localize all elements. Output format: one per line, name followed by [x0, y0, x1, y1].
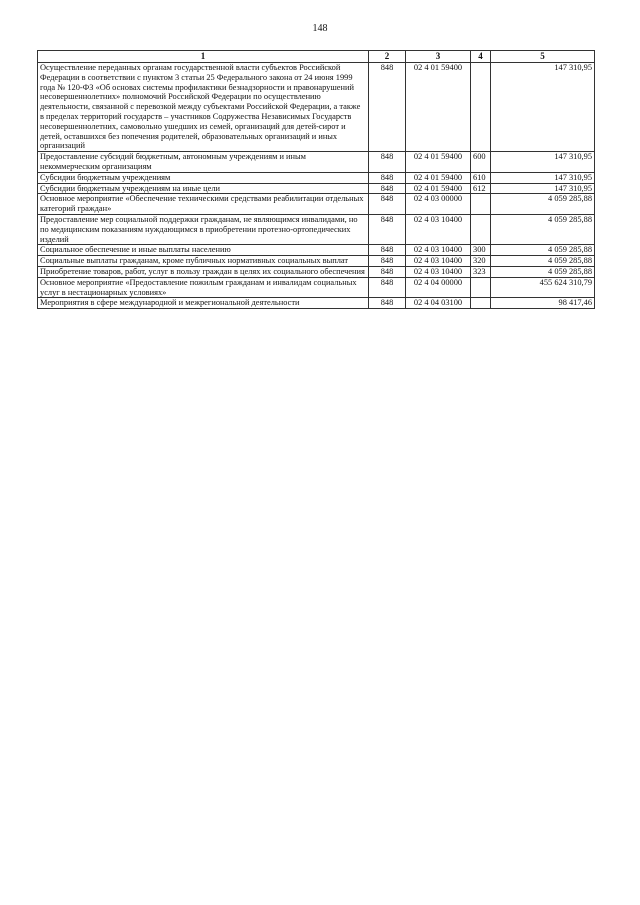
row-amount: 4 059 285,88 [491, 266, 595, 277]
row-ministry: 848 [369, 183, 406, 194]
budget-table [37, 50, 595, 309]
row-article: 02 4 03 10400 [406, 214, 471, 244]
row-article: 02 4 01 59400 [406, 172, 471, 183]
row-ministry: 848 [369, 256, 406, 267]
table-row [38, 194, 595, 215]
row-article: 02 4 03 10400 [406, 256, 471, 267]
row-article: 02 4 03 00000 [406, 194, 471, 215]
row-expense-type: 300 [471, 245, 491, 256]
header-col-5: 5 [491, 51, 595, 63]
header-col-4: 4 [471, 51, 491, 63]
row-article: 02 4 01 59400 [406, 183, 471, 194]
row-ministry: 848 [369, 63, 406, 152]
table-row [38, 172, 595, 183]
row-ministry: 848 [369, 298, 406, 309]
row-amount: 4 059 285,88 [491, 194, 595, 215]
row-name: Мероприятия в сфере международной и межрегиональной деятельности [38, 298, 369, 309]
row-name: Предоставление мер социальной поддержки гражданам, не являющимся инвалидами, но по медицинским показаниям нуждающимся в приобретении протезно-ортопедических изделий [38, 214, 369, 244]
row-article: 02 4 01 59400 [406, 63, 471, 152]
row-amount: 4 059 285,88 [491, 256, 595, 267]
table-row [38, 298, 595, 309]
row-name: Социальное обеспечение и иные выплаты населению [38, 245, 369, 256]
table-row [38, 277, 595, 298]
row-expense-type [471, 63, 491, 152]
row-expense-type [471, 277, 491, 298]
row-expense-type [471, 214, 491, 244]
row-ministry: 848 [369, 277, 406, 298]
header-col-2: 2 [369, 51, 406, 63]
row-expense-type [471, 194, 491, 215]
table-row [38, 63, 595, 152]
row-ministry: 848 [369, 194, 406, 215]
row-article: 02 4 03 10400 [406, 266, 471, 277]
row-article: 02 4 04 03100 [406, 298, 471, 309]
row-name: Субсидии бюджетным учреждениям на иные цели [38, 183, 369, 194]
row-expense-type: 323 [471, 266, 491, 277]
row-ministry: 848 [369, 266, 406, 277]
row-name: Субсидии бюджетным учреждениям [38, 172, 369, 183]
row-article: 02 4 01 59400 [406, 152, 471, 173]
header-col-3: 3 [406, 51, 471, 63]
row-expense-type: 320 [471, 256, 491, 267]
row-article: 02 4 03 10400 [406, 245, 471, 256]
table-row [38, 183, 595, 194]
row-amount: 455 624 310,79 [491, 277, 595, 298]
row-name: Социальные выплаты гражданам, кроме публичных нормативных социальных выплат [38, 256, 369, 267]
table-row [38, 214, 595, 244]
row-amount: 4 059 285,88 [491, 245, 595, 256]
table-row [38, 256, 595, 267]
row-expense-type [471, 298, 491, 309]
page-number: 148 [312, 23, 328, 34]
header-col-1: 1 [38, 51, 369, 63]
row-amount: 147 310,95 [491, 63, 595, 152]
table-row [38, 266, 595, 277]
row-amount: 147 310,95 [491, 152, 595, 173]
row-expense-type: 610 [471, 172, 491, 183]
table-row [38, 152, 595, 173]
row-name: Основное мероприятие «Предоставление пожилым гражданам и инвалидам социальных услуг в нестационарных условиях» [38, 277, 369, 298]
row-ministry: 848 [369, 152, 406, 173]
row-name: Осуществление переданных органам государственной власти субъектов Российской Федерации в соответствии с пунктом 3 статьи 25 Федерального закона от 24 июня 1999 года № 120-ФЗ «Об основах системы профилактики безнадзорности и правонарушений несовершеннолетних» полномочий Российской Федерации по осуществлению деятельности, связанной с перевозкой между субъектами Российской Федерации, а также в пределах территорий государств – участников Содружества Независимых Государств несовершеннолетних, самовольно ушедших из семей, организаций для детей-сирот и детей, оставшихся без попечения родителей, образовательных организаций и иных организаций [38, 63, 369, 152]
table-row [38, 245, 595, 256]
table-header-row [38, 51, 595, 63]
row-article: 02 4 04 00000 [406, 277, 471, 298]
row-amount: 147 310,95 [491, 172, 595, 183]
row-name: Основное мероприятие «Обеспечение техническими средствами реабилитации отдельных категорий граждан» [38, 194, 369, 215]
row-expense-type: 600 [471, 152, 491, 173]
row-amount: 147 310,95 [491, 183, 595, 194]
row-amount: 4 059 285,88 [491, 214, 595, 244]
row-amount: 98 417,46 [491, 298, 595, 309]
row-ministry: 848 [369, 214, 406, 244]
row-ministry: 848 [369, 245, 406, 256]
row-ministry: 848 [369, 172, 406, 183]
row-name: Предоставление субсидий бюджетным, автономным учреждениям и иным некоммерческим организациям [38, 152, 369, 173]
row-name: Приобретение товаров, работ, услуг в пользу граждан в целях их социального обеспечения [38, 266, 369, 277]
row-expense-type: 612 [471, 183, 491, 194]
